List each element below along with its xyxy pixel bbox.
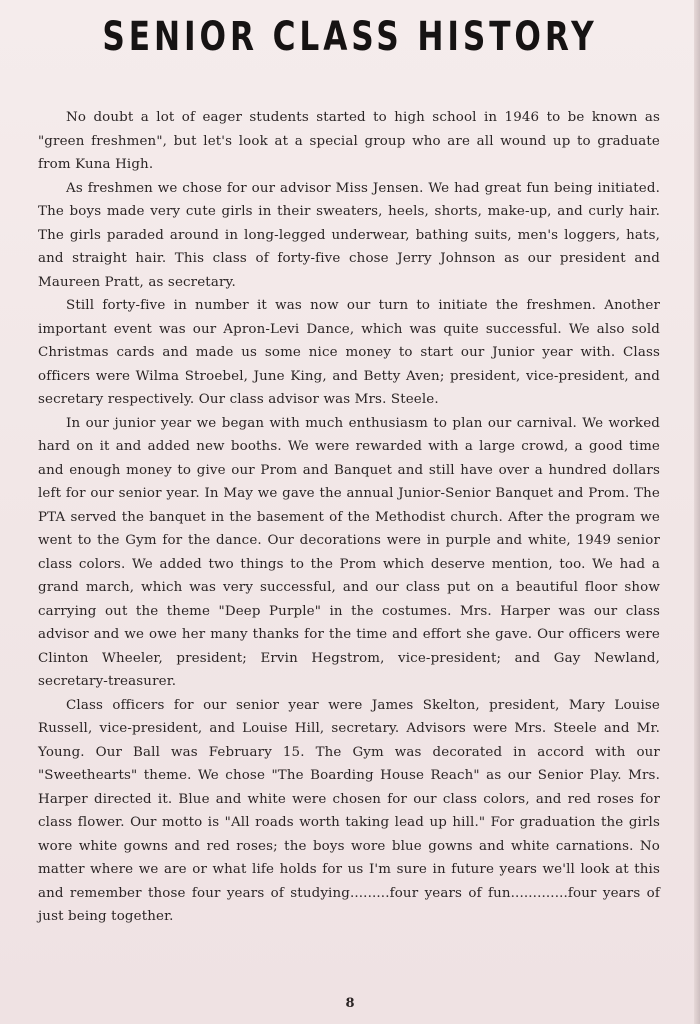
paragraph-4: In our junior year we began with much enthusiasm to plan our carnival. We worked hard on it and added new booths. We were rewarded with a large crowd, a good time and enough money to give our Prom and Banquet and still have over a hundred dollars left for our senior year. In May we gave the annual Junior-Senior Banquet and Prom. The PTA served the banquet in the basement of the Methodist church. After the program we went to the Gym for the dance. Our decorations were in purple and white, 1949 senior class colors. We added two things to the Prom which deserve mention, too. We had a grand march, which was very successful, and our class put on a beautiful floor show carrying out the theme "Deep Purple" in the costumes. Mrs. Harper was our class advisor and we owe her many thanks for the time and effort she gave. Our officers were Clinton Wheeler, president; Ervin Hegstrom, vice-president; and Gay Newland, secretary-treasurer. (38, 415, 660, 689)
page-title: SENIOR CLASS HISTORY (102, 14, 598, 60)
paragraph-1: No doubt a lot of eager students started to high school in 1946 to be known as "green freshmen", but let's look at a special group who are all wound up to graduate from Kuna High. (38, 110, 660, 172)
page-edge (694, 0, 700, 1024)
page-number: 8 (345, 996, 355, 1011)
paragraph-3: Still forty-five in number it was now our turn to initiate the freshmen. Another important event was our Apron-Levi Dance, which was quite successful. We also sold Christmas cards and made us some nice money to start our Junior year with. Class officers were Wilma Stroebel, June King, and Betty Aven; president, vice-president, and secretary respectively. Our class advisor was Mrs. Steele. (38, 298, 660, 407)
history-text (38, 106, 660, 929)
paragraph-5: Class officers for our senior year were James Skelton, president, Mary Louise Russell, vice-president, and Louise Hill, secretary. Advisors were Mrs. Steele and Mr. Young. Our Ball was February 15. The Gym was decorated in accord with our "Sweethearts" theme. We chose "The Boarding House Reach" as our Senior Play. Mrs. Harper directed it. Blue and white were chosen for our class colors, and red roses for class flower. Our motto is "All roads worth taking lead up hill." For graduation the girls wore white gowns and red roses; the boys wore blue gowns and white carnations. No matter where we are or what life holds for us I'm sure in future years we'll look at this and remember those four years of studying.........four years of fun.............four years of just being together. (38, 697, 660, 924)
paragraph-2: As freshmen we chose for our advisor Miss Jensen. We had great fun being initiated. The boys made very cute girls in their sweaters, heels, shorts, make-up, and curly hair. The girls paraded around in long-legged underwear, bathing suits, men's loggers, hats, and straight hair. This class of forty-five chose Jerry Johnson as our president and Maureen Pratt, as secretary. (38, 180, 660, 290)
